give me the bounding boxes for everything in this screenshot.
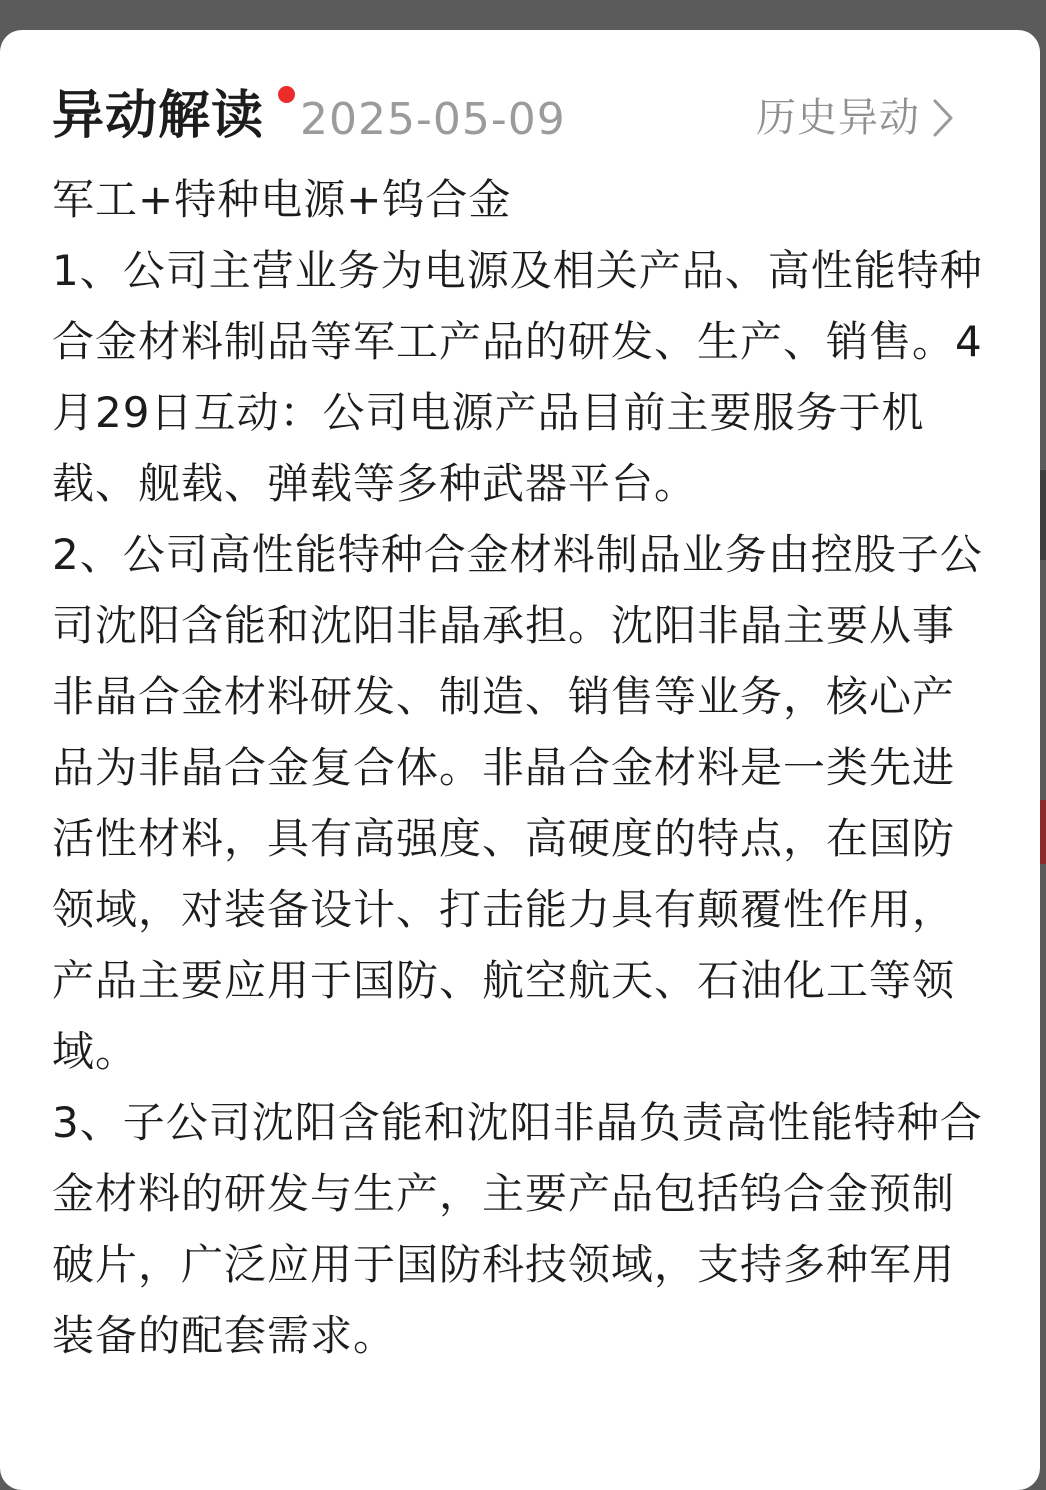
card-header xyxy=(52,84,1046,154)
interpretation-content xyxy=(52,164,992,1371)
chevron-right-icon xyxy=(932,98,954,142)
history-anomaly-label: 历史异动 xyxy=(756,95,920,141)
history-anomaly-link[interactable] xyxy=(756,88,954,148)
paragraph-3: 3、子公司沈阳含能和沈阳非晶负责高性能特种合金材料的研发与生产，主要产品包括钨合金预制破片，广泛应用于国防科技领域，支持多种军用装备的配套需求。 xyxy=(52,1098,983,1360)
topic-line: 军工+特种电源+钨合金 xyxy=(52,175,512,224)
paragraph-2: 2、公司高性能特种合金材料制品业务由控股子公司沈阳含能和沈阳非晶承担。沈阳非晶主要从事非晶合金材料研发、制造、销售等业务，核心产品为非晶合金复合体。非晶合金材料是一类先进活性材料，具有高强度、高硬度的特点，在国防领域，对装备设计、打击能力具有颠覆性作用，产品主要应用于国防、航空航天、石油化工等领域。 xyxy=(52,530,983,1076)
paragraph-1: 1、公司主营业务为电源及相关产品、高性能特种合金材料制品等军工产品的研发、生产、销售。4月29日互动：公司电源产品目前主要服务于机载、舰载、弹载等多种武器平台。 xyxy=(52,246,983,508)
notification-dot-icon xyxy=(278,86,295,103)
card-title: 异动解读 xyxy=(52,86,265,146)
card-date: 2025-05-09 xyxy=(300,94,566,145)
